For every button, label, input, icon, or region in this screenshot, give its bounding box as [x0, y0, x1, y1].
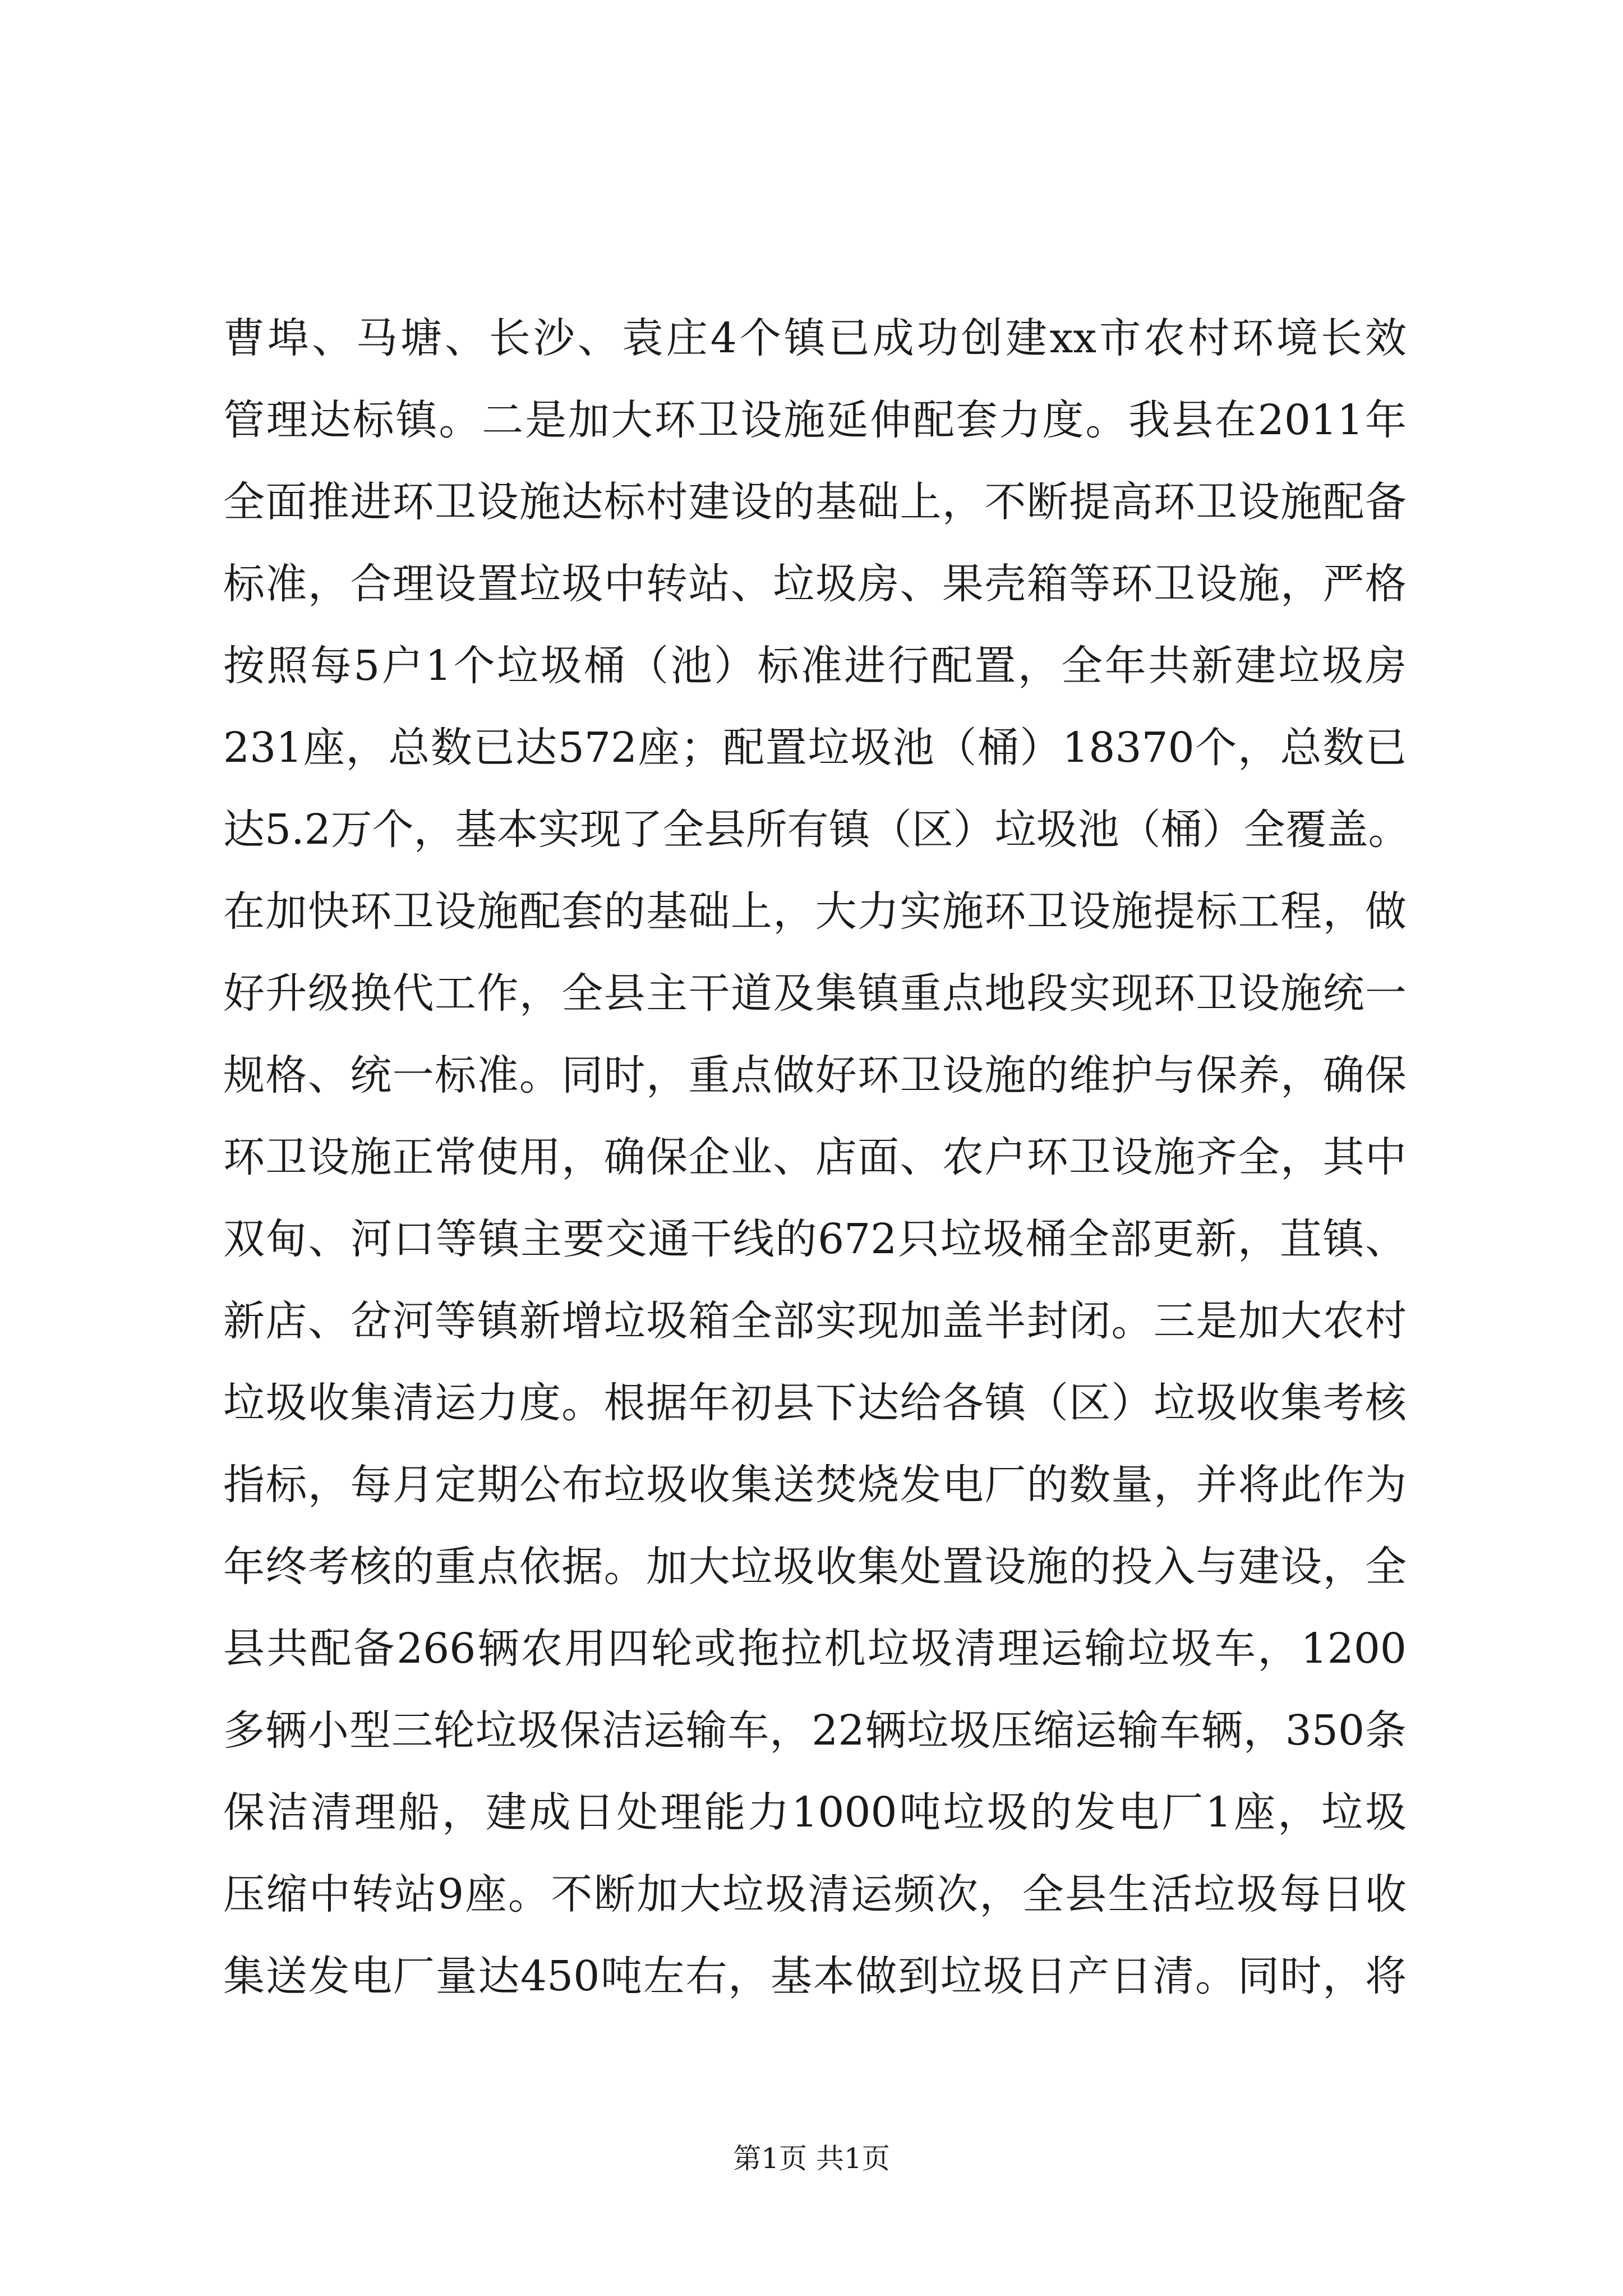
text-line-19: 保洁清理船，建成日处理能力1000吨垃圾的发电厂1座，垃圾	[223, 1788, 1407, 1837]
text-line-2: 管理达标镇。二是加大环卫设施延伸配套力度。我县在2011年	[223, 396, 1407, 444]
text-line-10: 规格、统一标准。同时，重点做好环卫设施的维护与保养，确保	[223, 1051, 1407, 1099]
text-line-9: 好升级换代工作，全县主干道及集镇重点地段实现环卫设施统一	[223, 969, 1407, 1018]
page-footer: 第1页 共1页	[733, 2142, 890, 2175]
text-line-16: 年终考核的重点依据。加大垃圾收集处置设施的投入与建设，全	[223, 1543, 1407, 1591]
text-line-11: 环卫设施正常使用，确保企业、店面、农户环卫设施齐全，其中	[223, 1133, 1407, 1181]
text-line-1: 曹埠、马塘、长沙、袁庄4个镇已成功创建xx市农村环境长效	[223, 314, 1407, 362]
text-line-8: 在加快环卫设施配套的基础上，大力实施环卫设施提标工程，做	[223, 887, 1407, 936]
body-paragraph	[223, 297, 1410, 2017]
text-line-21: 集送发电厂量达450吨左右，基本做到垃圾日产日清。同时，将	[223, 1952, 1407, 2000]
text-line-20: 压缩中转站9座。不断加大垃圾清运频次，全县生活垃圾每日收	[223, 1870, 1407, 1918]
text-line-12: 双甸、河口等镇主要交通干线的672只垃圾桶全部更新，苴镇、	[223, 1215, 1407, 1263]
text-line-18: 多辆小型三轮垃圾保洁运输车，22辆垃圾压缩运输车辆，350条	[223, 1706, 1407, 1755]
text-line-3: 全面推进环卫设施达标村建设的基础上，不断提高环卫设施配备	[223, 478, 1407, 526]
text-line-7: 达5.2万个，基本实现了全县所有镇（区）垃圾池（桶）全覆盖。	[223, 806, 1410, 854]
text-line-6: 231座，总数已达572座；配置垃圾池（桶）18370个，总数已	[223, 724, 1407, 772]
text-line-5: 按照每5户1个垃圾桶（池）标准进行配置，全年共新建垃圾房	[223, 642, 1407, 690]
text-line-17: 县共配备266辆农用四轮或拖拉机垃圾清理运输垃圾车，1200	[223, 1625, 1407, 1673]
text-line-15: 指标，每月定期公布垃圾收集送焚烧发电厂的数量，并将此作为	[223, 1461, 1407, 1509]
text-line-4: 标准，合理设置垃圾中转站、垃圾房、果壳箱等环卫设施，严格	[223, 560, 1407, 608]
text-line-13: 新店、岔河等镇新增垃圾箱全部实现加盖半封闭。三是加大农村	[223, 1297, 1407, 1345]
text-line-14: 垃圾收集清运力度。根据年初县下达给各镇（区）垃圾收集考核	[223, 1379, 1407, 1427]
